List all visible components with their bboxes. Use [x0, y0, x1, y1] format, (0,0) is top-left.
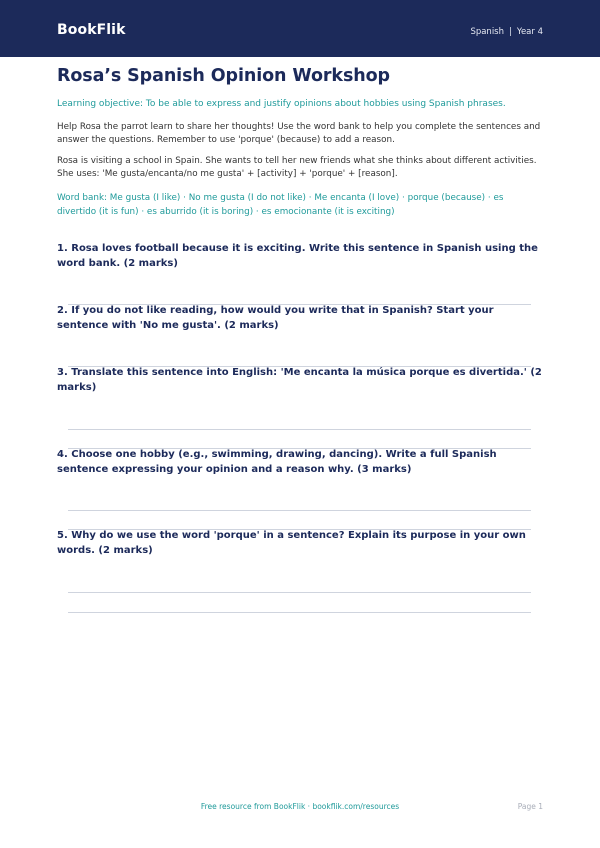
page-number: Page 1 [517, 802, 543, 811]
header-bar [0, 0, 600, 57]
question-4 [57, 448, 543, 477]
question-1 [57, 242, 543, 271]
question-5-text: 5. Why do we use the word 'porque' in a sentence? Explain its purpose in your own words. (2 marks) [57, 530, 526, 556]
meta-separator: | [509, 27, 512, 37]
page-title: Rosa’s Spanish Opinion Workshop [57, 66, 390, 86]
question-3-text: 3. Translate this sentence into English: 'Me encanta la música porque es divertida.' (2 marks) [57, 367, 542, 393]
footer-link[interactable]: Free resource from BookFlik · bookflik.com/resources [200, 802, 400, 811]
question-2 [57, 304, 543, 333]
subject-year [470, 27, 543, 37]
worksheet-intro [57, 64, 543, 219]
subject-label: Spanish [470, 27, 505, 37]
intro-paragraph-2: Rosa is visiting a school in Spain. She wants to tell her new friends what she thinks about different activities. She uses: 'Me gusta/encanta/no me gusta' + [activity] + 'porque' + [reason]. [57, 156, 537, 179]
intro-paragraph-1: Help Rosa the parrot learn to share her thoughts! Use the word bank to help you complete the sentences and answer the questions. Remember to use 'porque' (because) to add a reason. [57, 122, 541, 145]
question-5 [57, 529, 543, 558]
learning-objective: Learning objective: To be able to express and justify opinions about hobbies using Spanish phrases. [57, 99, 506, 109]
year-label: Year 4 [516, 27, 543, 37]
question-4-text: 4. Choose one hobby (e.g., swimming, drawing, dancing). Write a full Spanish sentence expressing your opinion and a reason why. (3 marks) [57, 449, 497, 475]
word-bank: Word bank: Me gusta (I like) · No me gusta (I do not like) · Me encanta (I love) · porque (because) · es divertido (it is fun) · es aburrido (it is boring) · es emocionante (it is exciting) [57, 193, 504, 217]
question-1-text: 1. Rosa loves football because it is exciting. Write this sentence in Spanish using the word bank. (2 marks) [57, 243, 538, 269]
question-3 [57, 366, 543, 395]
brand-logo: BookFlik [57, 22, 126, 38]
question-2-text: 2. If you do not like reading, how would you write that in Spanish? Start your sentence with 'No me gusta'. (2 marks) [57, 305, 494, 331]
answer-line[interactable] [68, 592, 531, 593]
answer-line[interactable] [68, 429, 531, 430]
answer-line[interactable] [68, 510, 531, 511]
answer-line[interactable] [68, 612, 531, 613]
